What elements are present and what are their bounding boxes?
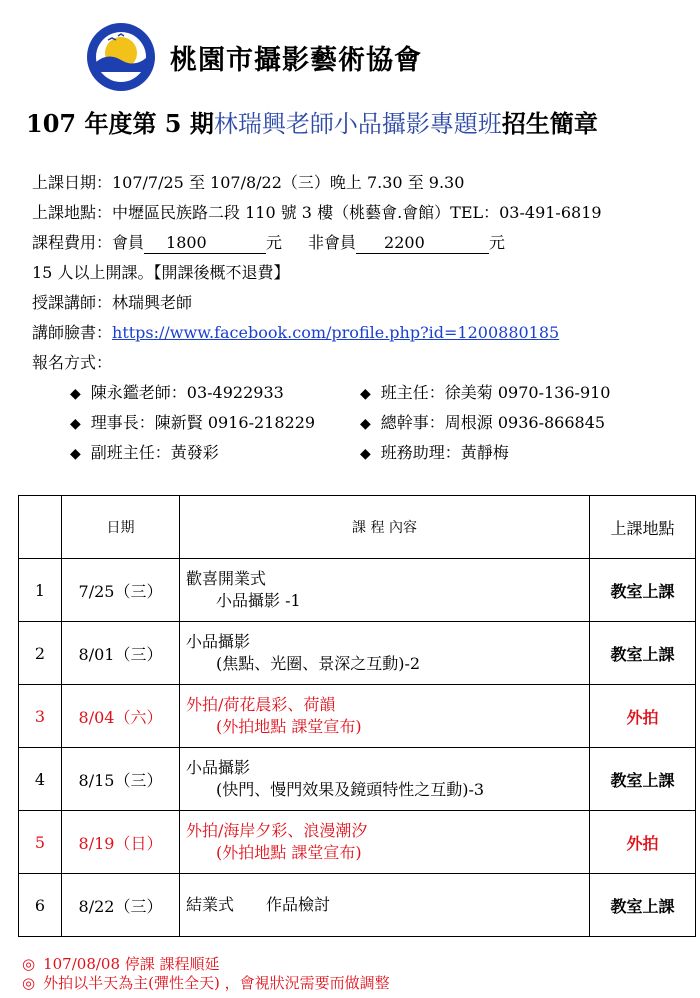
row-content-line2: 小品攝影 -1 bbox=[216, 591, 301, 610]
table-row bbox=[19, 748, 696, 811]
note-item bbox=[22, 974, 390, 993]
row-date: 8/15（三） bbox=[62, 748, 180, 811]
row-num: 5 bbox=[19, 811, 62, 874]
row-content bbox=[180, 748, 590, 811]
note-item bbox=[22, 955, 390, 974]
header-content: 課 程 內容 bbox=[180, 496, 590, 559]
date-line: 上課日期：107/7/25 至 107/8/22（三）晚上 7.30 至 9.30 bbox=[32, 173, 465, 192]
contact-row bbox=[70, 438, 690, 468]
row-content bbox=[180, 685, 590, 748]
row-num: 1 bbox=[19, 559, 62, 622]
row-content-line1: 小品攝影 bbox=[186, 632, 251, 651]
diamond-icon: ◆ bbox=[70, 386, 81, 402]
note-text: 107/08/08 停課 課程順延 bbox=[43, 955, 220, 973]
teacher-line: 授課講師：林瑞興老師 bbox=[32, 293, 193, 312]
row-date: 8/04（六） bbox=[62, 685, 180, 748]
contact-item: 班務助理：黃靜梅 bbox=[380, 443, 509, 462]
facebook-line bbox=[32, 318, 692, 348]
diamond-icon: ◆ bbox=[360, 416, 371, 432]
fee-unit-1: 元 bbox=[266, 233, 283, 252]
notes bbox=[22, 955, 390, 993]
row-content bbox=[180, 811, 590, 874]
fee-label: 課程費用：會員 bbox=[32, 233, 145, 252]
row-content-line2: (快門、慢門效果及鏡頭特性之互動)-3 bbox=[216, 780, 485, 799]
nonmember-label: 非會員 bbox=[308, 233, 357, 252]
contact-row bbox=[70, 408, 690, 438]
association-logo bbox=[86, 22, 156, 92]
row-content-line1: 歡喜開業式 bbox=[186, 569, 267, 588]
contact-row bbox=[70, 378, 690, 408]
row-content-line2: (外拍地點 課堂宣布) bbox=[216, 717, 362, 736]
diamond-icon: ◆ bbox=[360, 386, 371, 402]
table-row bbox=[19, 811, 696, 874]
page-title bbox=[26, 104, 598, 139]
contact-list bbox=[70, 378, 690, 468]
member-fee: 1800 bbox=[144, 233, 266, 254]
row-content bbox=[180, 874, 590, 937]
row-content-line1: 外拍/荷花晨彩、荷韻 bbox=[186, 695, 336, 714]
title-prefix: 107 年度第 5 期 bbox=[26, 109, 214, 138]
row-content bbox=[180, 622, 590, 685]
note-mark-icon: ◎ bbox=[22, 974, 36, 992]
org-name: 桃園市攝影藝術協會 bbox=[170, 44, 422, 76]
location-line: 上課地點：中壢區民族路二段 110 號 3 樓（桃藝會.會館）TEL：03-491-6819 bbox=[32, 203, 602, 222]
diamond-icon: ◆ bbox=[70, 416, 81, 432]
table-row bbox=[19, 874, 696, 937]
contact-item: 班主任：徐美菊 0970-136-910 bbox=[380, 383, 611, 402]
row-location: 外拍 bbox=[590, 685, 696, 748]
row-content-line1: 小品攝影 bbox=[186, 758, 251, 777]
table-row bbox=[19, 685, 696, 748]
facebook-link[interactable]: https://www.facebook.com/profile.php?id=1200880185 bbox=[112, 323, 560, 342]
row-location: 外拍 bbox=[590, 811, 696, 874]
row-num: 6 bbox=[19, 874, 62, 937]
contact-item: 總幹事：周根源 0936-866845 bbox=[380, 413, 606, 432]
row-content-line2: (焦點、光圈、景深之互動)-2 bbox=[216, 654, 421, 673]
row-num: 4 bbox=[19, 748, 62, 811]
contact-item: 副班主任：黃發彩 bbox=[90, 443, 219, 462]
signup-line: 報名方式： bbox=[32, 353, 113, 372]
note-mark-icon: ◎ bbox=[22, 955, 36, 973]
table-row bbox=[19, 559, 696, 622]
contact-item: 陳永鑑老師：03-4922933 bbox=[90, 383, 284, 402]
row-num: 2 bbox=[19, 622, 62, 685]
course-info bbox=[32, 168, 692, 378]
row-num: 3 bbox=[19, 685, 62, 748]
title-highlight: 林瑞興老師小品攝影專題班 bbox=[213, 110, 502, 138]
nonmember-fee: 2200 bbox=[356, 233, 489, 254]
row-content-line1: 結業式 作品檢討 bbox=[186, 895, 331, 914]
row-content-line2: (外拍地點 課堂宣布) bbox=[216, 843, 362, 862]
header-location: 上課地點 bbox=[590, 496, 696, 559]
row-location: 教室上課 bbox=[590, 874, 696, 937]
fee-line bbox=[32, 228, 692, 258]
row-location: 教室上課 bbox=[590, 559, 696, 622]
row-content-line1: 外拍/海岸夕彩、浪漫潮汐 bbox=[186, 821, 368, 840]
note-text: 外拍以半天為主(彈性全天) ，會視狀況需要而做調整 bbox=[43, 974, 390, 992]
row-location: 教室上課 bbox=[590, 622, 696, 685]
schedule-table bbox=[18, 495, 696, 937]
diamond-icon: ◆ bbox=[70, 446, 81, 462]
row-date: 8/01（三） bbox=[62, 622, 180, 685]
facebook-label: 講師臉書： bbox=[32, 323, 113, 342]
diamond-icon: ◆ bbox=[360, 446, 371, 462]
title-suffix: 招生簡章 bbox=[501, 109, 598, 138]
contact-item: 理事長：陳新賢 0916-218229 bbox=[90, 413, 316, 432]
row-date: 8/22（三） bbox=[62, 874, 180, 937]
min-enrollment-line: 15 人以上開課。【開課後概不退費】 bbox=[32, 263, 290, 282]
header bbox=[86, 22, 422, 92]
header-num bbox=[19, 496, 62, 559]
row-content bbox=[180, 559, 590, 622]
header-date: 日期 bbox=[62, 496, 180, 559]
fee-unit-2: 元 bbox=[489, 233, 506, 252]
row-date: 8/19（日） bbox=[62, 811, 180, 874]
row-date: 7/25（三） bbox=[62, 559, 180, 622]
table-row bbox=[19, 622, 696, 685]
row-location: 教室上課 bbox=[590, 748, 696, 811]
